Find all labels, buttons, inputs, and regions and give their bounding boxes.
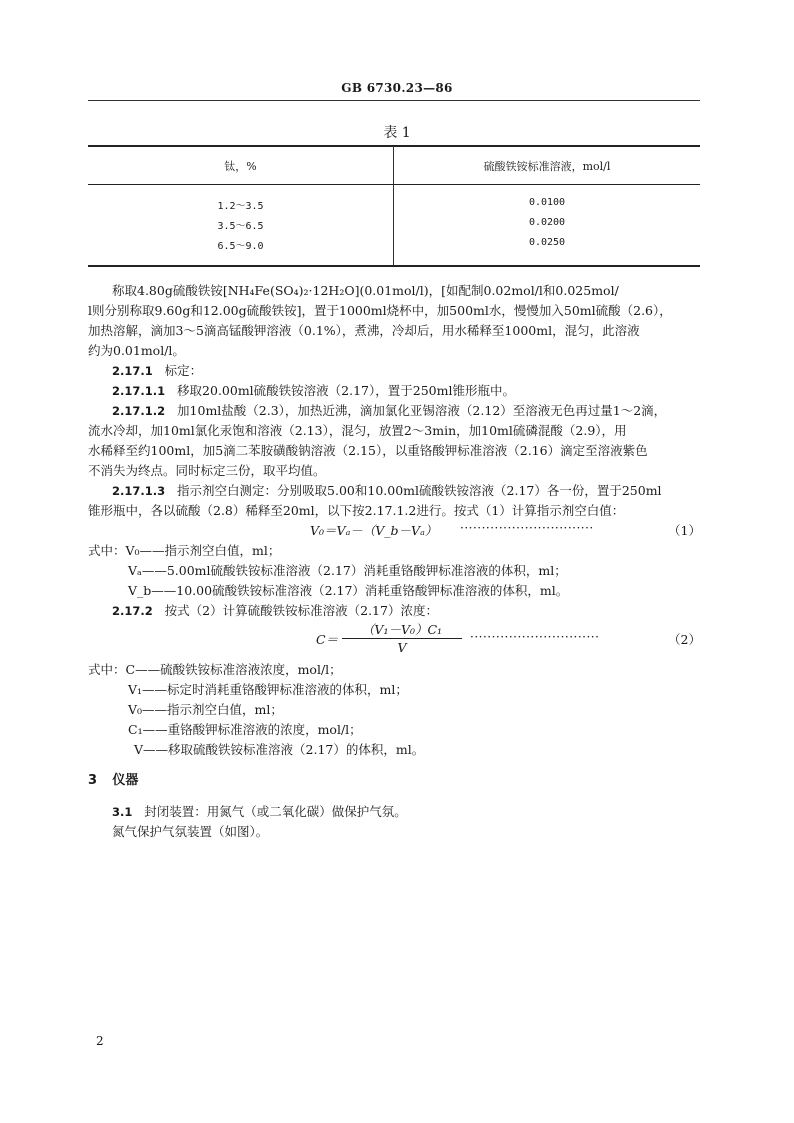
where-line: V₀——指示剂空白值，ml； bbox=[128, 702, 283, 717]
table-cell-range: 3.5～6.5 bbox=[217, 221, 264, 232]
section-title: 仪器 bbox=[112, 773, 139, 788]
section-3-1 bbox=[112, 802, 407, 822]
section-3-heading bbox=[88, 769, 138, 788]
section-2-17-1-3 bbox=[112, 481, 662, 501]
where-line: V_b——10.00硫酸铁铵标准溶液（2.17）消耗重铬酸钾标准溶液的体积，ml。 bbox=[128, 583, 569, 598]
equation-2-fraction-bar bbox=[342, 638, 462, 639]
paragraph-line: 不消失为终点。同时标定三份，取平均值。 bbox=[88, 463, 326, 478]
equation-1-number: （1） bbox=[668, 523, 701, 538]
standard-code-header: GB 6730.23—86 bbox=[341, 81, 453, 95]
section-number: 2.17.2 bbox=[112, 604, 153, 618]
paragraph-line: 水稀释至约100ml，加5滴二苯胺磺酸钠溶液（2.15），以重铬酸钾标准溶液（2.16）滴定至溶液紫色 bbox=[88, 443, 648, 458]
equation-1: V₀＝Vₐ－（V_b－Vₐ） bbox=[310, 523, 438, 538]
where-line: Vₐ——5.00ml硫酸铁铵标准溶液（2.17）消耗重铬酸钾标准溶液的体积，ml； bbox=[128, 563, 567, 578]
table-cell-conc: 0.0200 bbox=[528, 217, 566, 228]
equation-leader-dots: ······························ bbox=[470, 630, 600, 644]
section-number: 2.17.1.1 bbox=[112, 384, 166, 398]
section-2-17-1-2 bbox=[112, 401, 666, 421]
section-number: 3 bbox=[88, 773, 98, 788]
equation-2-denominator: V bbox=[397, 640, 407, 655]
where-line: V——移取硫酸铁铵标准溶液（2.17）的体积，ml。 bbox=[134, 742, 425, 757]
equation-2-numerator: （V₁－V₀）C₁ bbox=[361, 622, 443, 637]
where-line: C₁——重铬酸钾标准溶液的浓度，mol/l； bbox=[128, 722, 362, 737]
table-cell-range: 1.2～3.5 bbox=[217, 201, 264, 212]
paragraph-line: 氮气保护气氛装置（如图）。 bbox=[112, 824, 269, 839]
table-header-concentration: 硫酸铁铵标准溶液，mol/l bbox=[483, 160, 611, 173]
section-number: 2.17.1.2 bbox=[112, 404, 166, 418]
paragraph-line: 流水冷却，加10ml氯化汞饱和溶液（2.13），混匀，放置2～3min，加10ml硫磷混酸（2.9），用 bbox=[88, 423, 627, 438]
paragraph-line: 约为0.01mol/l。 bbox=[88, 343, 185, 358]
where-line: 式中：V₀——指示剂空白值，ml； bbox=[88, 543, 281, 558]
table-top-rule bbox=[88, 145, 700, 147]
section-text: 标定： bbox=[164, 363, 203, 378]
header-rule bbox=[88, 100, 700, 101]
table-caption: 表 1 bbox=[383, 125, 411, 141]
section-2-17-2 bbox=[112, 601, 438, 621]
section-number: 2.17.1 bbox=[112, 364, 153, 378]
section-text: 封闭装置：用氮气（或二氧化碳）做保护气氛。 bbox=[144, 804, 407, 819]
section-number: 2.17.1.3 bbox=[112, 484, 166, 498]
section-text: 按式（2）计算硫酸铁铵标准溶液（2.17）浓度： bbox=[164, 603, 438, 618]
table-cell-conc: 0.0100 bbox=[528, 197, 566, 208]
paragraph-line: 称取4.80g硫酸铁铵[NH₄Fe(SO₄)₂·12H₂O](0.01mol/l)，[如配制0.02mol/l和0.025mol/ bbox=[112, 283, 619, 298]
table-header-rule bbox=[88, 184, 700, 185]
paragraph-line: l则分别称取9.60g和12.00g硫酸铁铵]，置于1000ml烧杯中，加500ml水，慢慢加入50ml硫酸（2.6）， bbox=[88, 303, 672, 318]
section-2-17-1 bbox=[112, 361, 202, 381]
table-cell-range: 6.5～9.0 bbox=[217, 241, 264, 252]
page-number: 2 bbox=[96, 1034, 104, 1048]
table-cell-conc: 0.0250 bbox=[528, 237, 566, 248]
table-bottom-rule bbox=[88, 265, 700, 267]
where-line: V₁——标定时消耗重铬酸钾标准溶液的体积，ml； bbox=[128, 682, 408, 697]
where-line: 式中：C——硫酸铁铵标准溶液浓度，mol/l； bbox=[88, 662, 342, 677]
equation-leader-dots: ······························· bbox=[460, 521, 594, 535]
section-number: 3.1 bbox=[112, 805, 133, 819]
section-text: 移取20.00ml硫酸铁铵溶液（2.17），置于250ml锥形瓶中。 bbox=[177, 383, 515, 398]
equation-2-number: （2） bbox=[668, 632, 701, 647]
paragraph-line: 锥形瓶中，各以硫酸（2.8）稀释至20ml，以下按2.17.1.2进行。按式（1）计算指示剂空白值： bbox=[88, 503, 625, 518]
table-header-titanium: 钛，% bbox=[224, 160, 257, 173]
equation-2-lhs: C＝ bbox=[316, 632, 339, 647]
section-text: 指示剂空白测定：分别吸取5.00和10.00ml硫酸铁铵溶液（2.17）各一份，置于250ml bbox=[177, 483, 662, 498]
section-2-17-1-1 bbox=[112, 381, 515, 401]
paragraph-line: 加热溶解，滴加3～5滴高锰酸钾溶液（0.1%），煮沸，冷却后，用水稀释至1000ml，混匀，此溶液 bbox=[88, 323, 640, 338]
section-text: 加10ml盐酸（2.3），加热近沸，滴加氯化亚锡溶液（2.12）至溶液无色再过量1～2滴， bbox=[177, 403, 667, 418]
